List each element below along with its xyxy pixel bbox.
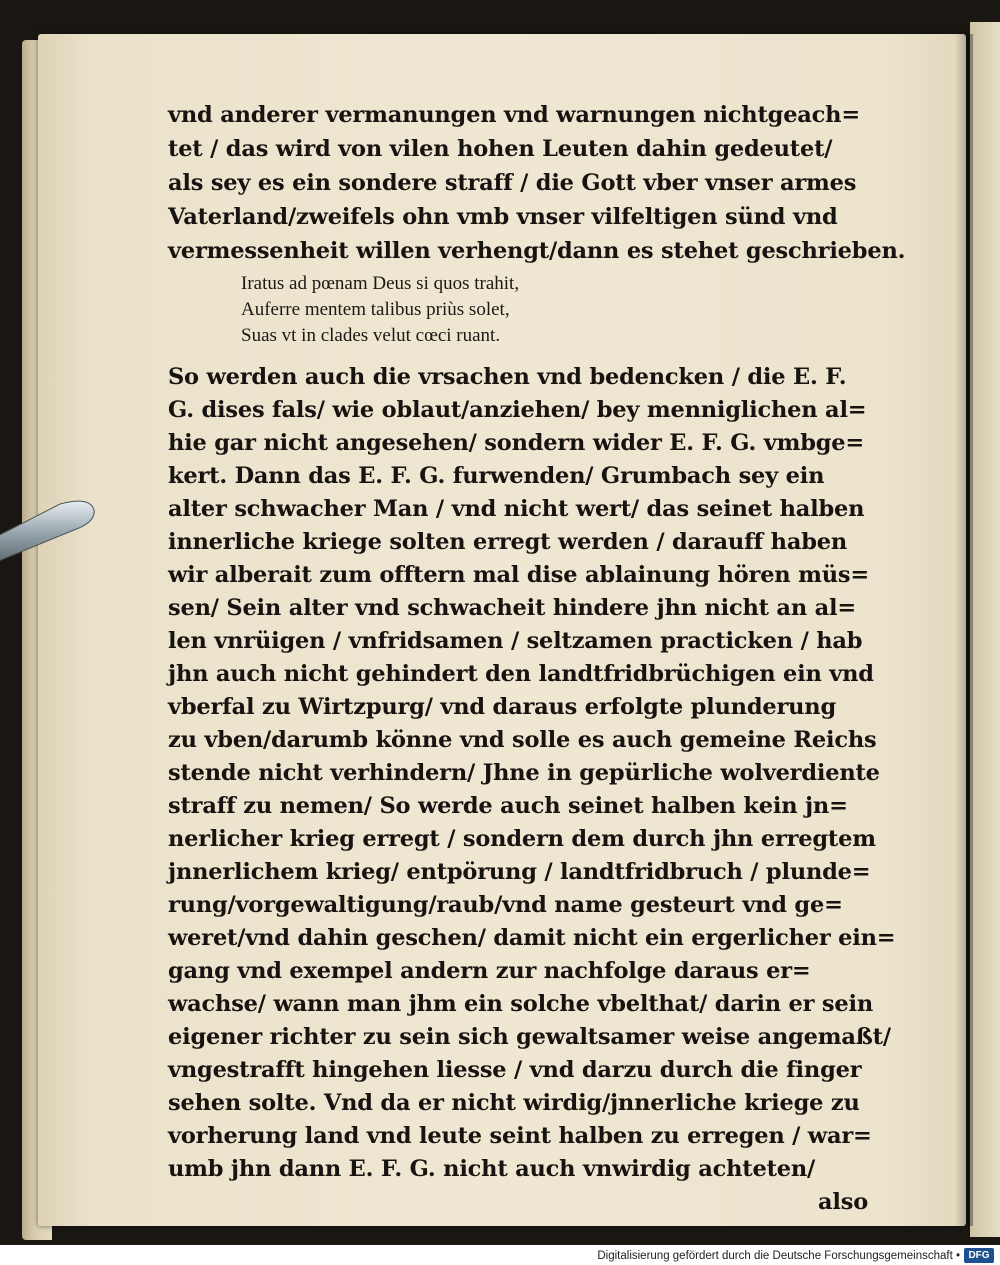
text-line: wachse/ wann man jhm ein solche vbelthat/ darin er sein bbox=[168, 991, 873, 1017]
dfg-logo: DFG bbox=[964, 1248, 994, 1263]
text-line: Vaterland/zweifels ohn vmb vnser vilfeltigen sünd vnd bbox=[168, 204, 838, 230]
latin-verse: Auferre mentem talibus priùs solet, bbox=[241, 299, 510, 320]
catchword: also bbox=[818, 1189, 869, 1215]
latin-verse: Suas vt in clades velut cœci ruant. bbox=[241, 325, 501, 346]
text-line: sehen solte. Vnd da er nicht wirdig/jnnerliche kriege zu bbox=[168, 1090, 860, 1116]
text-line: zu vben/darumb könne vnd solle es auch gemeine Reichs bbox=[168, 727, 877, 753]
text-line: G. dises fals/ wie oblaut/anziehen/ bey menniglichen al= bbox=[168, 397, 867, 423]
text-line: straff zu nemen/ So werde auch seinet halben kein jn= bbox=[168, 793, 848, 819]
text-line: stende nicht verhindern/ Jhne in gepürliche wolverdiente bbox=[168, 760, 880, 786]
text-line: weret/vnd dahin geschen/ damit nicht ein ergerlicher ein= bbox=[168, 925, 896, 951]
text-line: vngestrafft hingehen liesse / vnd darzu durch die finger bbox=[168, 1057, 862, 1083]
text-line: So werden auch die vrsachen vnd bedencken / die E. F. bbox=[168, 364, 847, 390]
footer-credit: Digitalisierung gefördert durch die Deutsche Forschungsgemeinschaft • bbox=[597, 1250, 960, 1262]
text-line: kert. Dann das E. F. G. furwenden/ Grumbach sey ein bbox=[168, 463, 825, 489]
text-line: jhn auch nicht gehindert den landtfridbrüchigen ein vnd bbox=[168, 661, 874, 687]
text-line: vorherung land vnd leute seint halben zu erregen / war= bbox=[168, 1123, 872, 1149]
text-line: innerliche kriege solten erregt werden / darauff haben bbox=[168, 529, 848, 555]
text-line: vberfal zu Wirtzpurg/ vnd daraus erfolgte plunderung bbox=[168, 694, 836, 720]
text-line: als sey es ein sondere straff / die Gott vber vnser armes bbox=[168, 170, 857, 196]
text-line: len vnrüigen / vnfridsamen / seltzamen practicken / hab bbox=[168, 628, 863, 654]
page-text bbox=[168, 98, 906, 1215]
text-line: sen/ Sein alter vnd schwacheit hindere jhn nicht an al= bbox=[168, 595, 856, 621]
text-line: tet / das wird von vilen hohen Leuten dahin gedeutet/ bbox=[168, 136, 833, 162]
text-line: wir alberait zum offtern mal dise ablainung hören müs= bbox=[168, 562, 869, 588]
text-line: umb jhn dann E. F. G. nicht auch vnwirdig achteten/ bbox=[168, 1156, 816, 1182]
gutter-shadow bbox=[955, 34, 973, 1226]
text-line: gang vnd exempel andern zur nachfolge daraus er= bbox=[168, 958, 811, 984]
text-line: alter schwacher Man / vnd nicht wert/ das seinet halben bbox=[168, 496, 865, 522]
latin-verse: Iratus ad pœnam Deus si quos trahit, bbox=[241, 273, 520, 294]
text-line: nerlicher krieg erregt / sondern dem durch jhn erregtem bbox=[168, 826, 876, 852]
text-line: vermessenheit willen verhengt/dann es stehet geschrieben. bbox=[168, 238, 906, 264]
next-page-edge bbox=[970, 22, 1000, 1237]
text-line: jnnerlichem krieg/ entpörung / landtfridbruch / plunde= bbox=[168, 859, 871, 885]
text-line: vnd anderer vermanungen vnd warnungen nichtgeach= bbox=[168, 102, 860, 128]
text-line: hie gar nicht angesehen/ sondern wider E. F. G. vmbge= bbox=[168, 430, 865, 456]
text-line: eigener richter zu sein sich gewaltsamer weise angemaßt/ bbox=[168, 1024, 891, 1050]
text-line: rung/vorgewaltigung/raub/vnd name gesteurt vnd ge= bbox=[168, 892, 843, 918]
page-pointer-icon bbox=[0, 500, 100, 562]
